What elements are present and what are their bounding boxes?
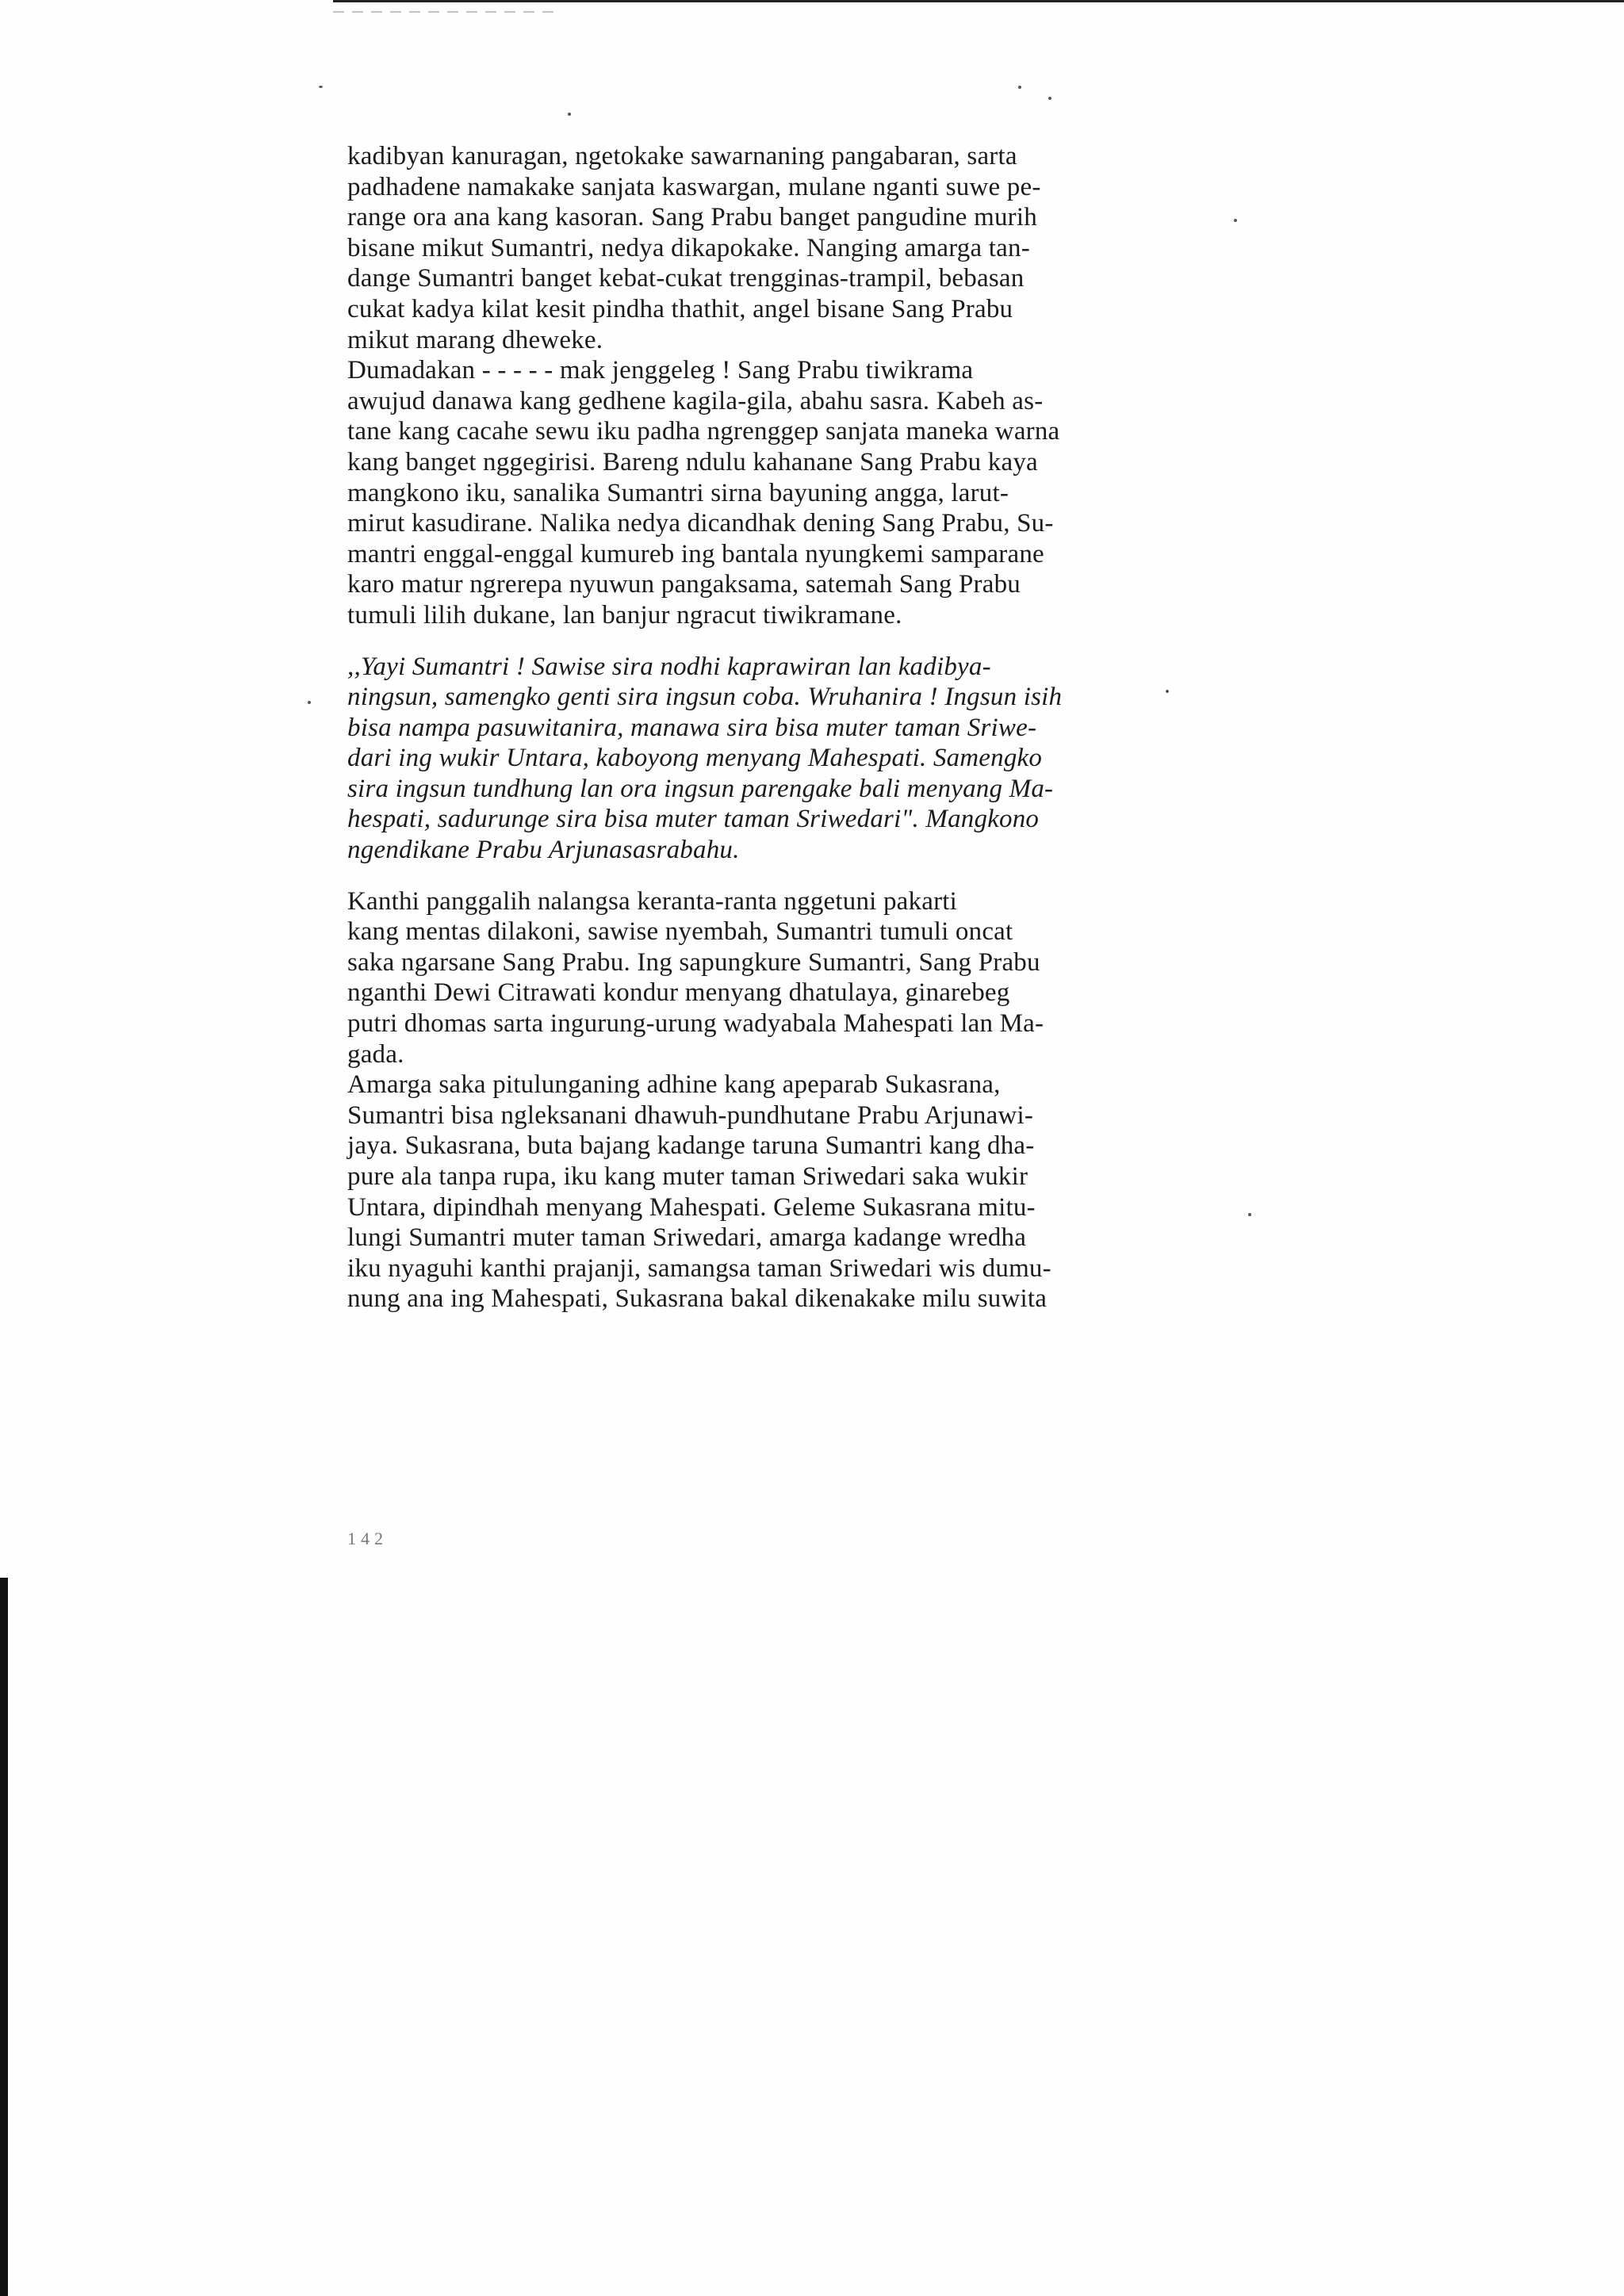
- scan-speck: [568, 113, 571, 116]
- paragraph-5: Amarga saka pitulunganing adhine kang apeparab Sukasrana, Sumantri bisa ngleksanani dhawuh-pundhutane Prabu Arjunawi- jaya. Sukasrana, buta bajang kadange taruna Sumantri kang dha- pure ala tanpa rupa, iku kang muter taman Sriwedari saka wukir Untara, dipindhah menyang Mahespati. Geleme Sukasrana mitu- lungi Sumantri muter taman Sriwedari, amarga kadange wredha iku nyaguhi kanthi prajanji, samangsa taman Sriwedari wis dumu- nung ana ing Mahespati, Sukasrana bakal dikenakake milu suwita: [347, 1070, 1051, 1314]
- scan-faint-mark: [333, 11, 555, 13]
- scan-speck: [1048, 97, 1051, 100]
- paragraph-1: kadibyan kanuragan, ngetokake sawarnaning pangabaran, sarta padhadene namakake sanjata kaswargan, mulane nganti suwe pe- range ora ana kang kasoran. Sang Prabu banget pangudine murih bisane mikut Sumantri, nedya dikapokake. Nanging amarga tan- dange Sumantri banget kebat-cukat trengginas-trampil, bebasan cukat kadya kilat kesit pindha thathit, angel bisane Sang Prabu mikut marang dheweke.: [347, 142, 1041, 354]
- scan-speck: [319, 86, 323, 88]
- page-number: 142: [347, 1529, 388, 1548]
- scan-left-edge: [0, 1578, 8, 2296]
- scan-speck: [1234, 219, 1237, 222]
- scan-speck: [308, 701, 311, 704]
- paragraph-3-quote: ,,Yayi Sumantri ! Sawise sira nodhi kaprawiran lan kadibya- ningsun, samengko genti sira ingsun coba. Wruhanira ! Ingsun isih bisa nampa pasuwitanira, manawa sira bisa muter taman Sriwe- dari ing wukir Untara, kaboyong menyang Mahespati. Samengko sira ingsun tundhung lan ora ingsun parengake bali menyang Ma- hespati, sadurunge sira bisa muter taman Sriwedari". Mangkono ngendikane Prabu Arjunasasrabahu.: [347, 652, 1063, 865]
- scan-top-edge: [333, 0, 1624, 2]
- paragraph-2: Dumadakan - - - - - mak jenggeleg ! Sang Prabu tiwikrama awujud danawa kang gedhene kagila-gila, abahu sasra. Kabeh as- tane kang cacahe sewu iku padha ngrenggep sanjata maneka warna kang banget nggegirisi. Bareng ndulu kahanane Sang Prabu kaya mangkono iku, sanalika Sumantri sirna bayuning angga, larut- mirut kasudirane. Nalika nedya dicandhak dening Sang Prabu, Su- mantri enggal-enggal kumureb ing bantala nyungkemi samparane karo matur ngrerepa nyuwun pangaksama, satemah Sang Prabu tumuli lilih dukane, lan banjur ngracut tiwikramane.: [347, 356, 1060, 629]
- paragraph-4: Kanthi panggalih nalangsa keranta-ranta nggetuni pakarti kang mentas dilakoni, sawise nyembah, Sumantri tumuli oncat saka ngarsane Sang Prabu. Ing sapungkure Sumantri, Sang Prabu nganthi Dewi Citrawati kondur menyang dhatulaya, ginarebeg putri dhomas sarta ingurung-urung wadyabala Mahespati lan Ma- gada.: [347, 886, 1044, 1069]
- paragraph-gap: [347, 631, 1204, 652]
- body-text: [347, 141, 1204, 1314]
- scan-speck: [1018, 86, 1021, 89]
- paragraph-gap: [347, 866, 1204, 886]
- scan-speck: [1248, 1213, 1251, 1216]
